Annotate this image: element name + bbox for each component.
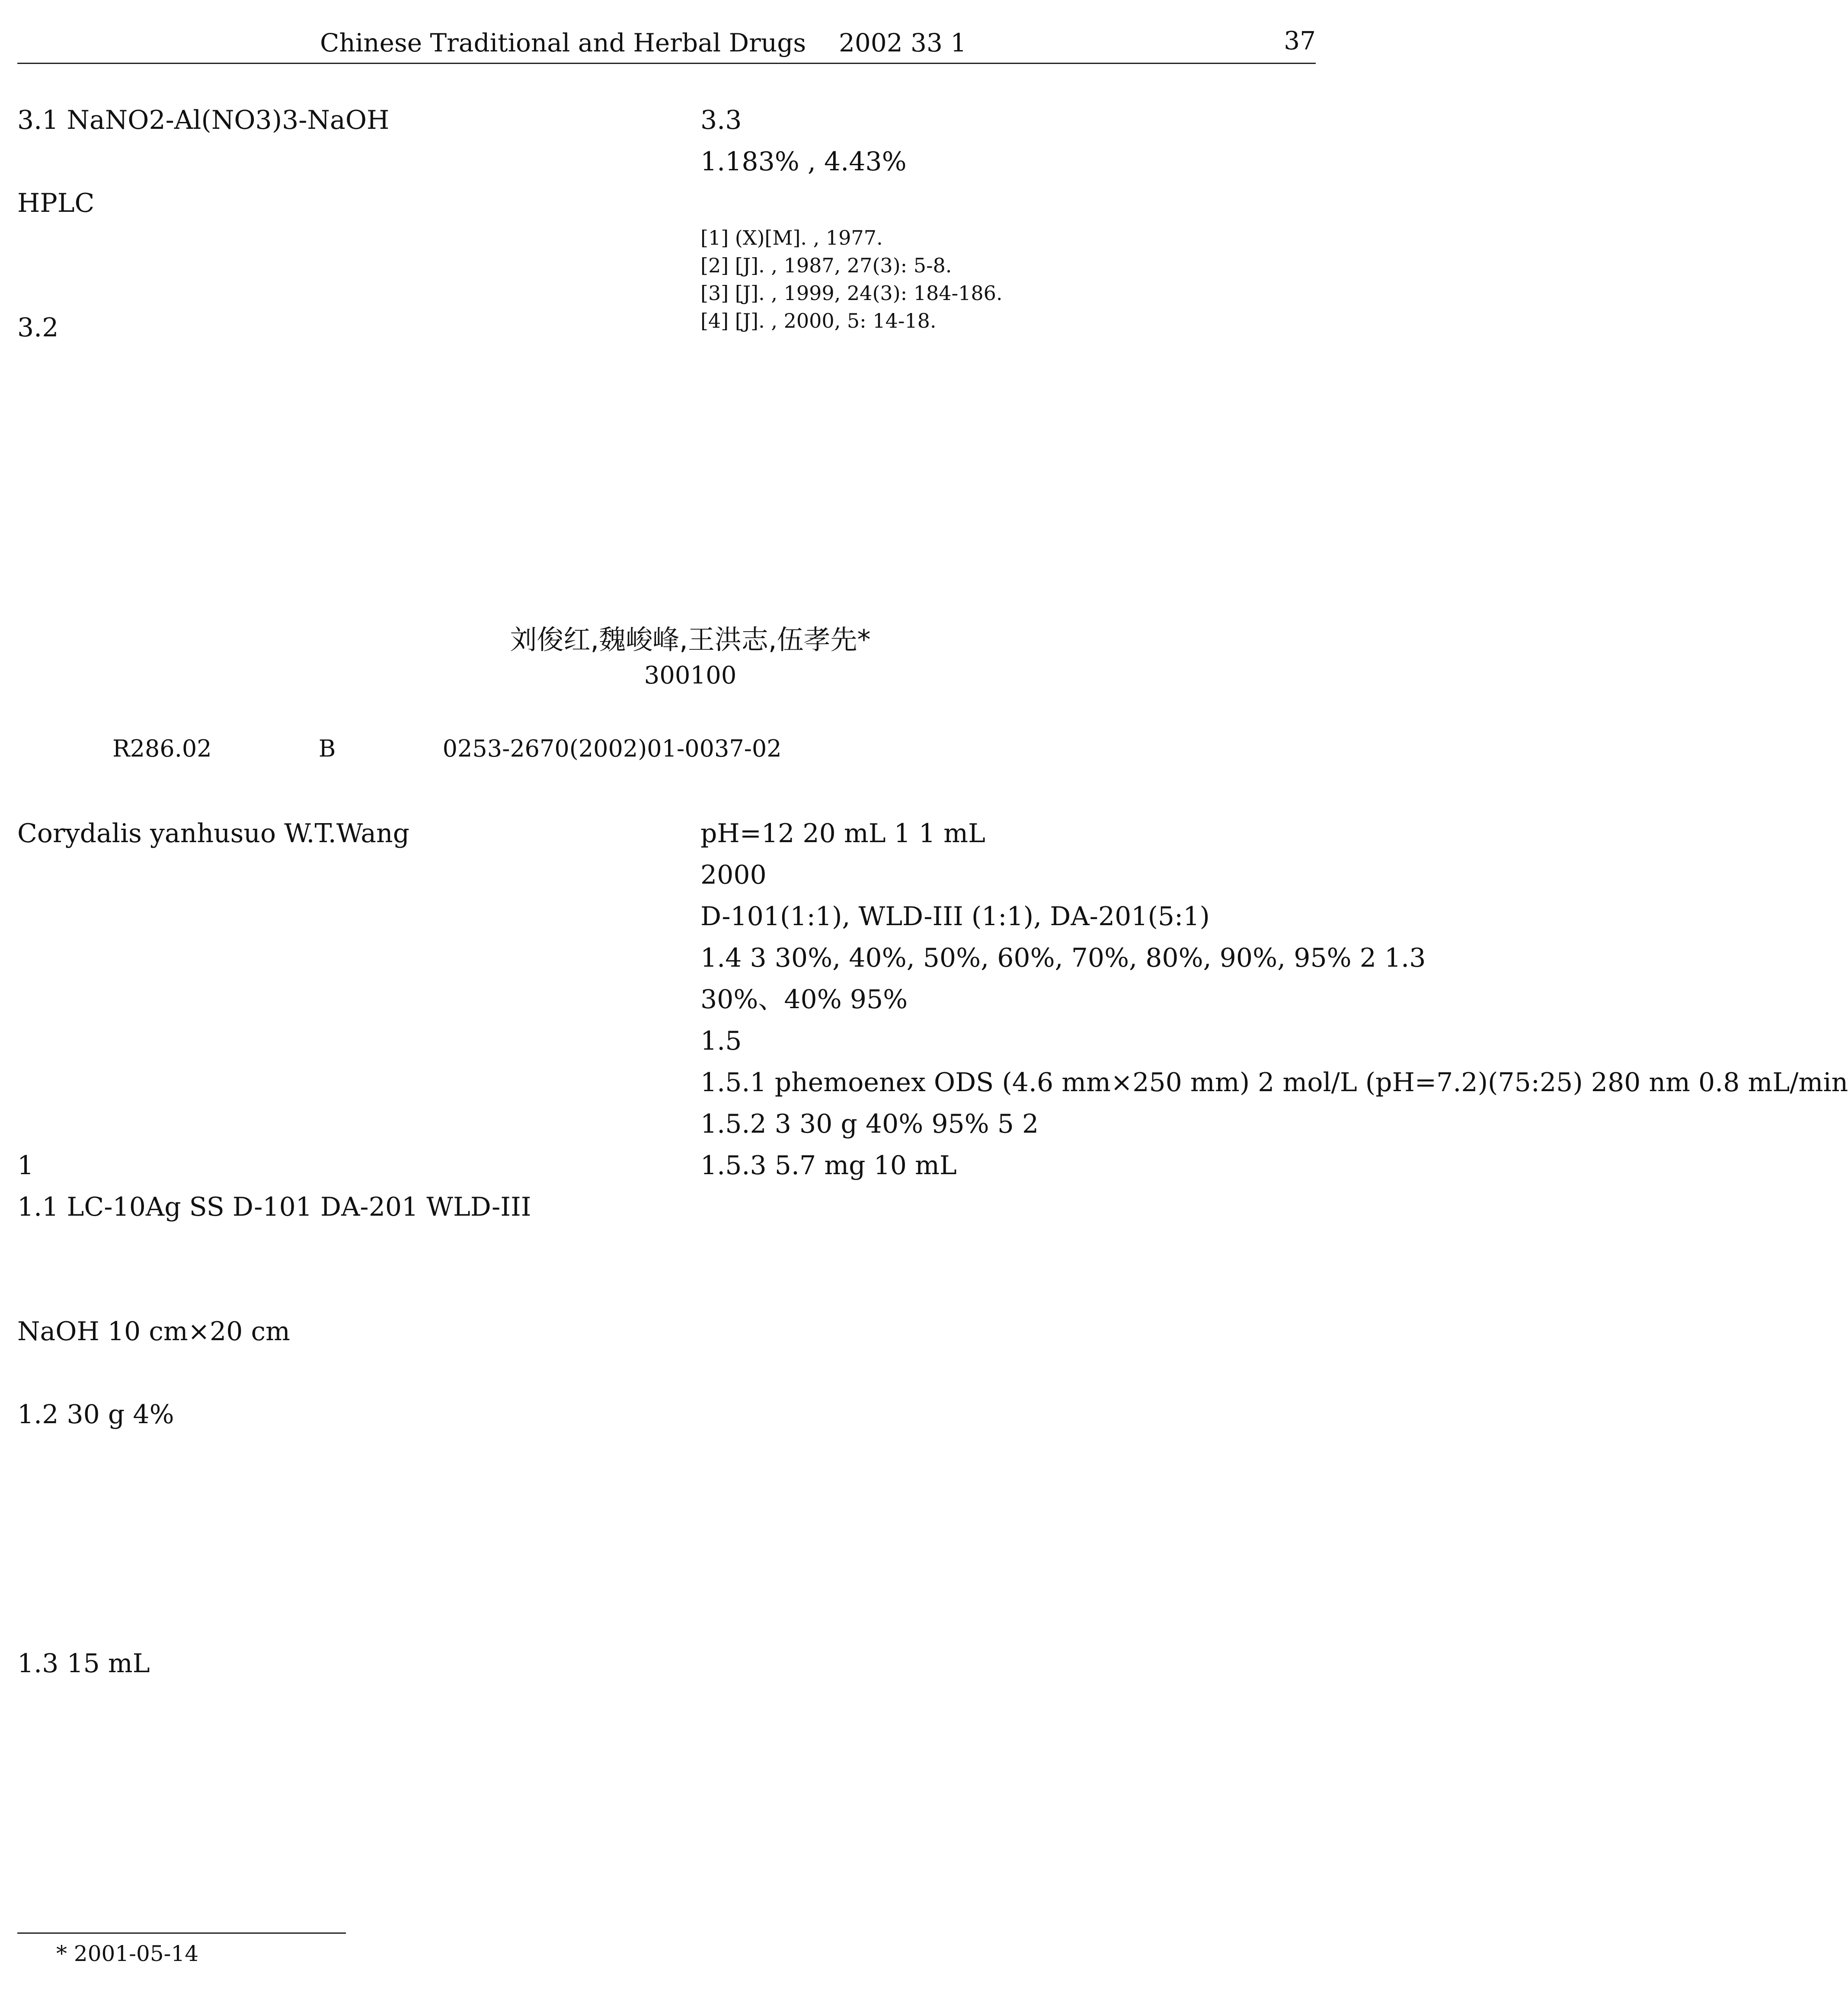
reference-3: [3] [J]. , 1999, 24(3): 184-186.: [700, 281, 1003, 305]
section-1-4: 1.4 3 30%, 40%, 50%, 60%, 70%, 80%, 90%, 95% 2 1.3: [700, 943, 1426, 973]
section-1-5-3: 1.5.3 5.7 mg 10 mL: [700, 1150, 957, 1181]
text-line: [17, 265, 666, 307]
text-line: [17, 979, 666, 1020]
text-line: [17, 1352, 666, 1394]
page-number: 37: [1284, 26, 1316, 55]
article-left-column: [17, 813, 666, 1684]
reference-1: [1] (X)[M]. , 1977.: [700, 226, 883, 249]
text-line-year: 2000: [700, 860, 767, 890]
text-line-ethanol: 30%、40% 95%: [700, 984, 908, 1015]
text-line-ph: pH=12 20 mL 1 1 mL: [700, 818, 985, 849]
text-line: [17, 854, 666, 896]
text-line: [17, 1020, 666, 1062]
reference-4: [4] [J]. , 2000, 5: 14-18.: [700, 309, 937, 332]
text-line-hplc: HPLC: [17, 188, 95, 218]
section-1-2: 1.2 30 g 4%: [17, 1399, 174, 1430]
clc-number: R286.02: [112, 735, 212, 762]
previous-article-right-column: [700, 99, 1327, 335]
article-metadata: [112, 735, 881, 762]
section-3-3: 3.3: [700, 105, 742, 135]
text-line: [17, 1601, 666, 1643]
received-date-footnote: * 2001-05-14: [56, 1941, 199, 1966]
article-title: [173, 514, 1208, 575]
text-line: [17, 937, 666, 979]
previous-article-left-column: [17, 99, 666, 348]
section-3-1: 3.1 NaNO2-Al(NO3)3-NaOH: [17, 105, 390, 135]
article-right-column: [700, 813, 1848, 1186]
text-line-column: NaOH 10 cm×20 cm: [17, 1316, 290, 1347]
footnote-rule: [17, 1932, 346, 1934]
author-affiliation: 300100: [644, 661, 737, 690]
text-line-resins: D-101(1:1), WLD-III (1:1), DA-201(5:1): [700, 901, 1210, 932]
text-line: [17, 896, 666, 937]
text-line: [17, 1435, 666, 1477]
section-1-5-2: 1.5.2 3 30 g 40% 95% 5 2: [700, 1109, 1039, 1139]
text-line: [17, 1477, 666, 1518]
issue-info: 2002 33 1: [839, 28, 967, 57]
document-code: B: [318, 735, 336, 762]
text-line: [17, 141, 666, 182]
text-line: [17, 1560, 666, 1601]
section-1-3: 1.3 15 mL: [17, 1648, 150, 1679]
section-1-1-instruments: 1.1 LC-10Ag SS D-101 DA-201 WLD-III: [17, 1192, 531, 1222]
text-line: [17, 1228, 666, 1269]
intro-line-species: Corydalis yanhusuo W.T.Wang: [17, 818, 410, 849]
text-line: [17, 1269, 666, 1311]
text-line: [17, 1518, 666, 1560]
reference-2: [2] [J]. , 1987, 27(3): 5-8.: [700, 254, 952, 277]
text-line: [17, 1062, 666, 1103]
references-heading: [700, 182, 1327, 224]
journal-name: Chinese Traditional and Herbal Drugs: [320, 28, 806, 57]
article-authors: 刘俊红,魏峻峰,王洪志,伍孝先*: [510, 624, 871, 655]
section-1-heading: 1: [17, 1150, 34, 1181]
section-1-5-1: 1.5.1 phemoenex ODS (4.6 mm×250 mm) 2 mol/L (pH=7.2)(75:25) 280 nm 0.8 mL/min: [700, 1067, 1848, 1098]
section-1-5: 1.5: [700, 1026, 742, 1056]
text-line-percent: 1.183% , 4.43%: [700, 147, 907, 177]
section-3-2: 3.2: [17, 313, 59, 343]
text-line: [17, 224, 666, 265]
running-header: [17, 24, 1316, 64]
article-id: 0253-2670(2002)01-0037-02: [442, 735, 782, 762]
text-line: [17, 1103, 666, 1145]
